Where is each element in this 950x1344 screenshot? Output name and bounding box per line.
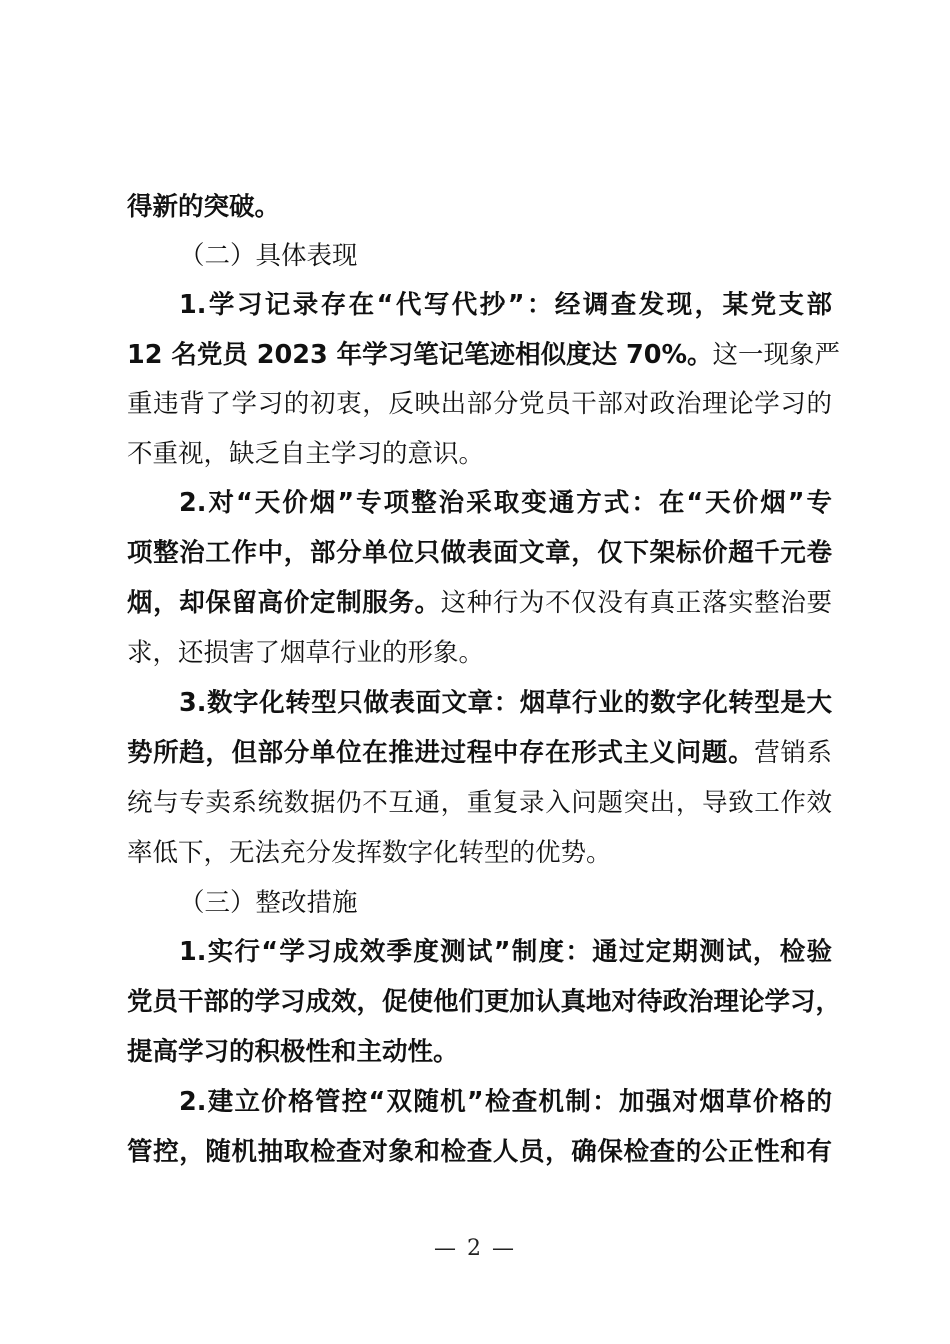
text-line: 不重视，缺乏自主学习的意识。 [127, 439, 485, 469]
text-line: 率低下，无法充分发挥数字化转型的优势。 [127, 838, 612, 868]
text-line: 2.建立价格管控“双随机”检查机制：加强对烟草价格的 [179, 1087, 832, 1117]
text-line: 提高学习的积极性和主动性。 [127, 1037, 459, 1067]
text-line: 3.数字化转型只做表面文章：烟草行业的数字化转型是大 [179, 688, 832, 718]
text-line: 项整治工作中，部分单位只做表面文章，仅下架标价超千元卷 [127, 538, 832, 568]
text-line: 1.实行“学习成效季度测试”制度：通过定期测试，检验 [179, 937, 832, 967]
text-line: 势所趋，但部分单位在推进过程中存在形式主义问题。营销系 [127, 738, 832, 768]
text-line: 2.对“天价烟”专项整治采取变通方式：在“天价烟”专 [179, 488, 832, 518]
text-line: 统与专卖系统数据仍不互通，重复录入问题突出，导致工作效 [127, 788, 832, 818]
section-heading-specific: （二）具体表现 [179, 241, 358, 271]
text-line: 重违背了学习的初衷，反映出部分党员干部对政治理论学习的 [127, 389, 832, 419]
text-line: 管控，随机抽取检查对象和检查人员，确保检查的公正性和有 [127, 1137, 832, 1167]
text-line: 1.学习记录存在“代写代抄”：经调查发现，某党支部 [179, 290, 832, 320]
text-line: 得新的突破。 [127, 192, 281, 222]
page-number: — 2 — [434, 1236, 516, 1261]
text-line: 12 名党员 2023 年学习笔记笔迹相似度达 70%。这一现象严 [127, 340, 841, 370]
text-line: 烟，却保留高价定制服务。这种行为不仅没有真正落实整治要 [127, 588, 832, 618]
text-line: 求，还损害了烟草行业的形象。 [127, 638, 485, 668]
section-heading-measures: （三）整改措施 [179, 888, 358, 918]
text-line: 党员干部的学习成效，促使他们更加认真地对待政治理论学习， [127, 987, 842, 1017]
